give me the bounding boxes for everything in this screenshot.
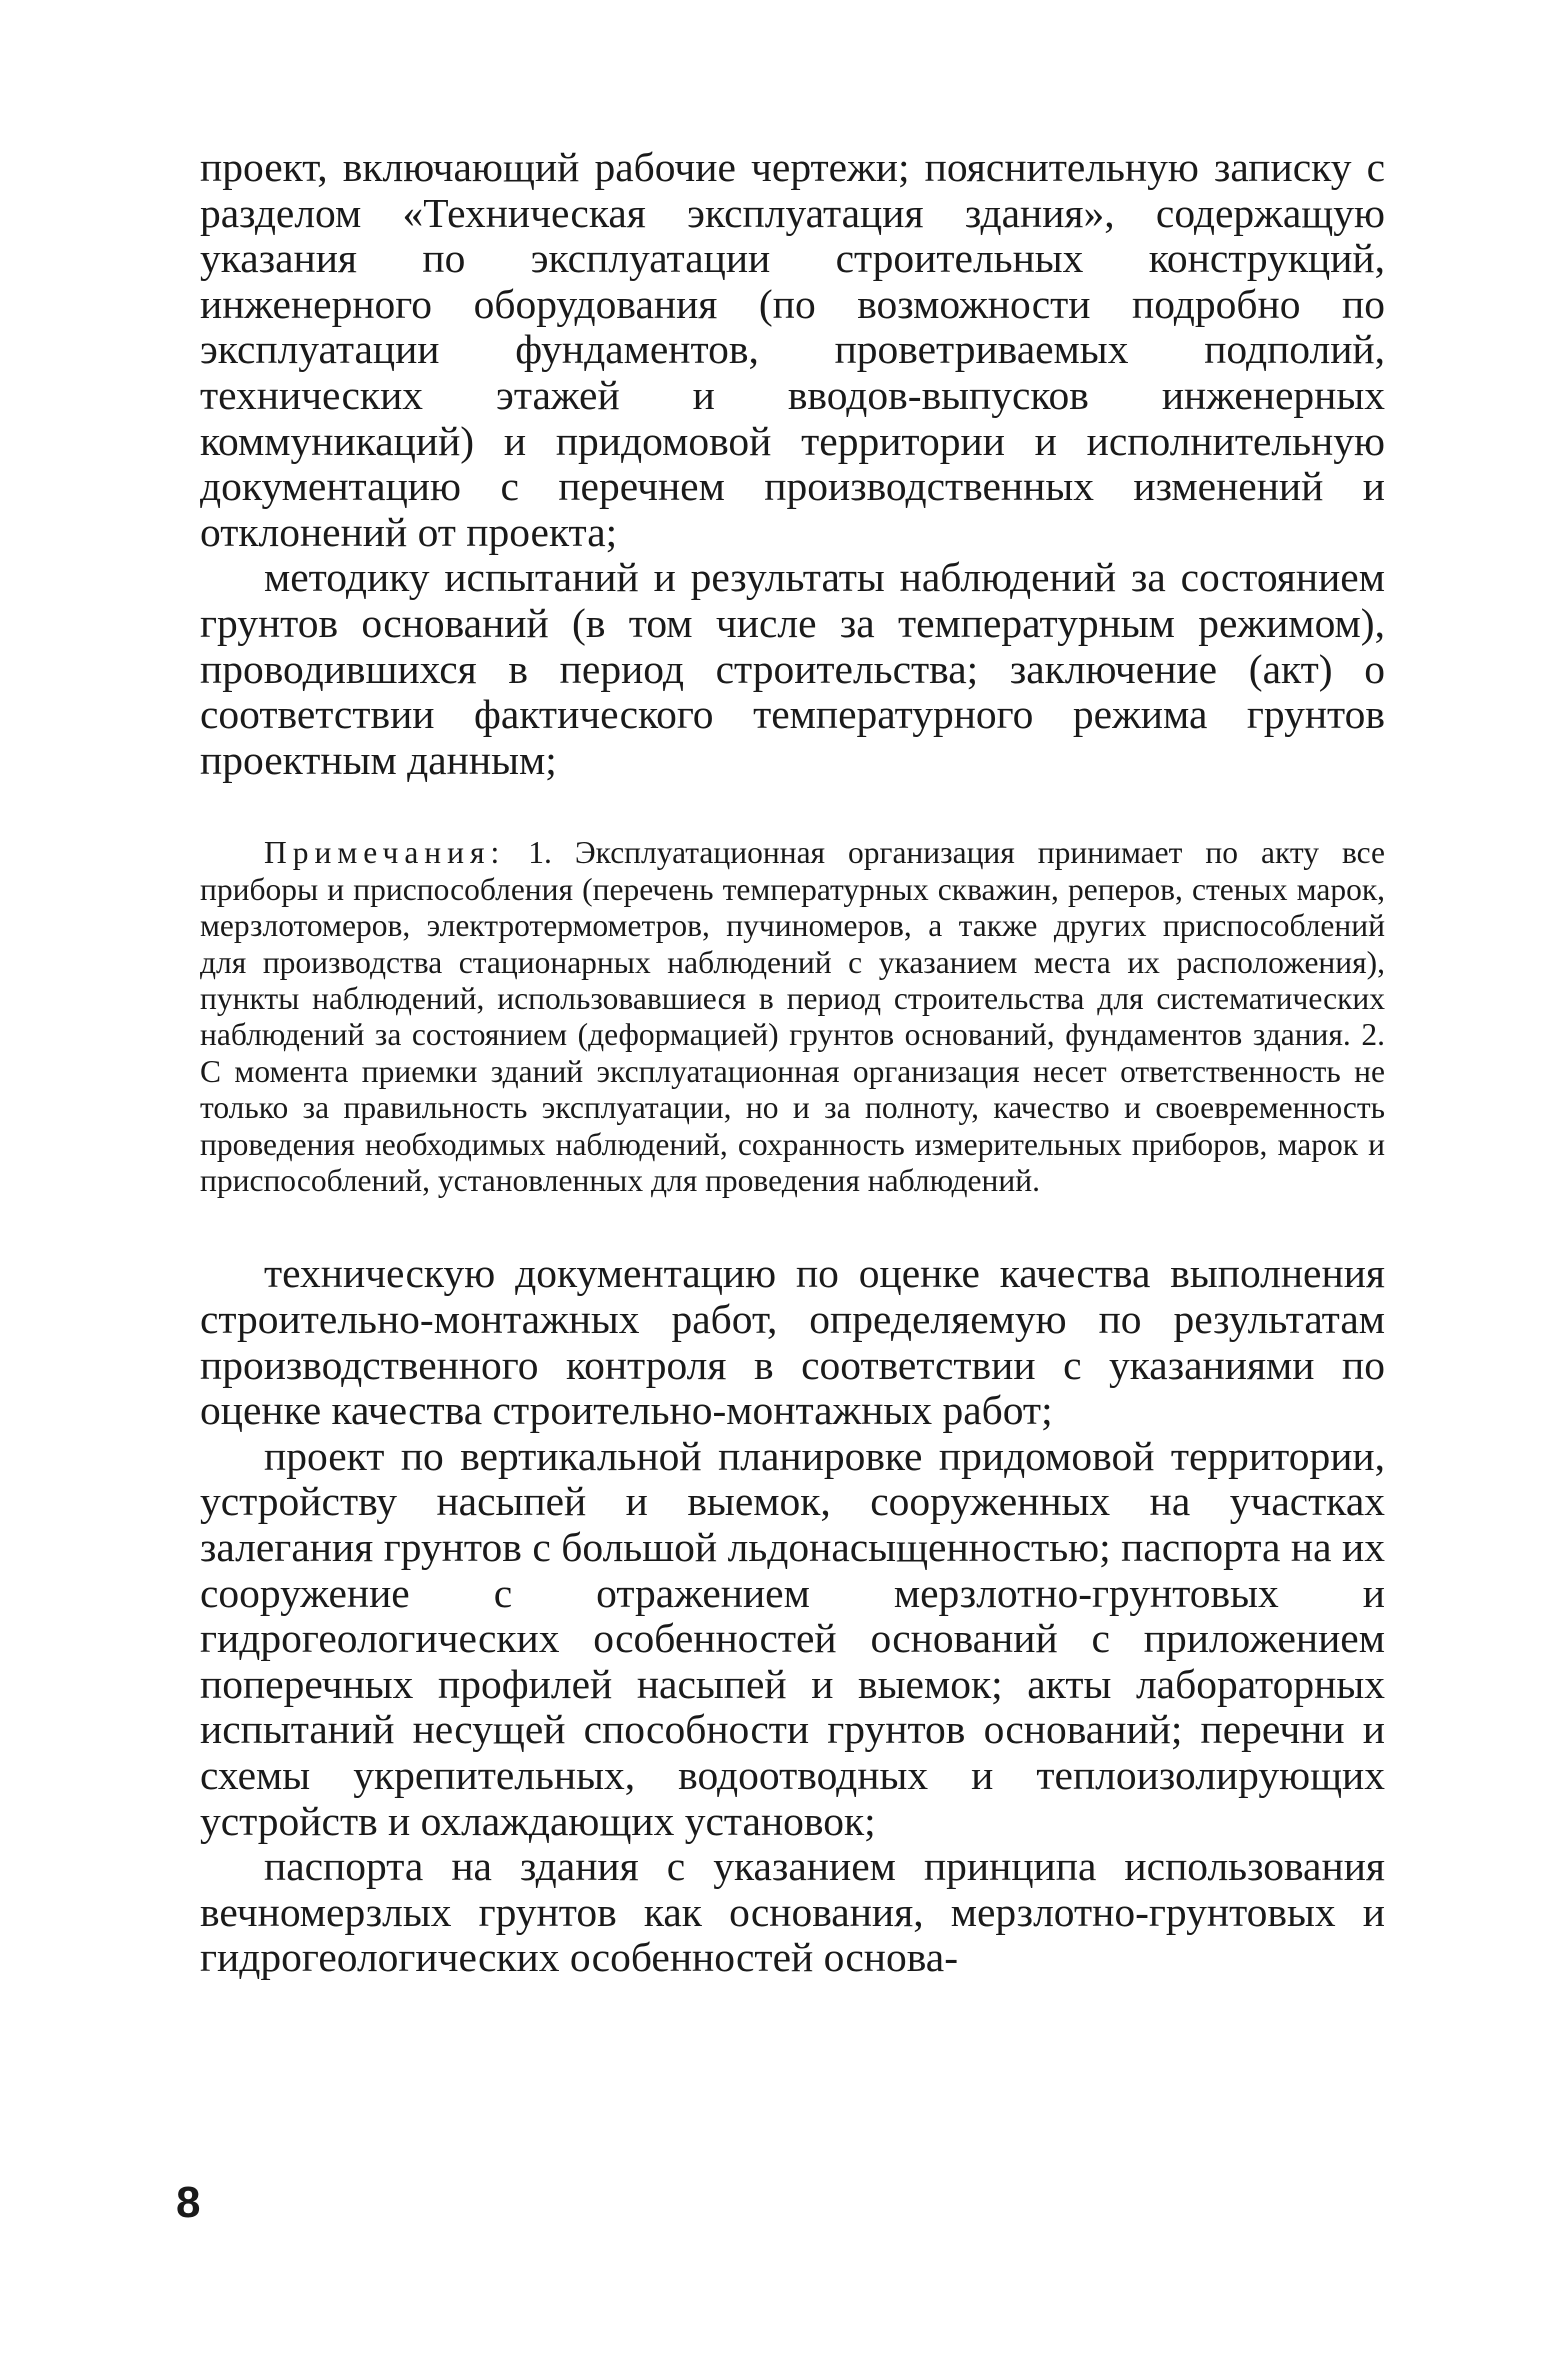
notes-label: Примечания:: [264, 835, 506, 871]
paragraph-grading-project: проект по вертикальной планировке придомовой территории, устройству насыпей и выемок, сооруженных на участках залегания грунтов с большой льдонасыщенностью; паспорта на их сооружение с отражением мерзлотно-грунтовых и гидрогеологических особенностей оснований с приложением поперечных профилей насыпей и выемок; акты лабораторных испытаний несущей способности грунтов оснований; перечни и схемы укрепительных, водоотводных и теплоизолирующих устройств и охлаждающих установок;: [200, 1432, 1385, 1844]
page-content: [200, 145, 1385, 1981]
notes-text: 1. Эксплуатационная организация принимает по акту все приборы и приспособления (перечень температурных скважин, реперов, стеных марок, мерзлотомеров, электротермометров, пучиномеров, а также других приспособлений для производства стационарных наблюдений с указанием места их расположения), пункты наблюдений, использовавшиеся в период строительства для систематических наблюдений за состоянием (деформацией) грунтов оснований, фундаментов здания. 2. С момента приемки зданий эксплуатационная организация несет ответственность не только за правильность эксплуатации, но и за полноту, качество и своевременность проведения необходимых наблюдений, сохранность измерительных приборов, марок и приспособлений, установленных для проведения наблюдений.: [200, 835, 1386, 1198]
notes-block: [200, 835, 1385, 1199]
paragraph-test-methods: методику испытаний и результаты наблюдений за состоянием грунтов оснований (в том числе за температурным режимом), проводившихся в период строительства; заключение (акт) о соответствии фактического температурного режима грунтов проектным данным;: [200, 554, 1385, 783]
paragraph-quality-docs: техническую документацию по оценке качества выполнения строительно-монтажных работ, определяемую по результатам производственного контроля в соответствии с указаниями по оценке качества строительно-монтажных работ;: [200, 1250, 1385, 1434]
paragraph-project-docs: проект, включающий рабочие чертежи; пояснительную записку с разделом «Техническая эксплуатация здания», содержащую указания по эксплуатации строительных конструкций, инженерного оборудования (по возможности подробно по эксплуатации фундаментов, проветриваемых подполий, технических этажей и вводов-выпусков инженерных коммуникаций) и придомовой территории и исполнительную документацию с перечнем производственных изменений и отклонений от проекта;: [200, 144, 1385, 555]
paragraph-building-passports: паспорта на здания с указанием принципа использования вечномерзлых грунтов как основания, мерзлотно-грунтовых и гидрогеологических особенностей основа-: [200, 1843, 1385, 1981]
page-number: 8: [176, 2178, 201, 2227]
